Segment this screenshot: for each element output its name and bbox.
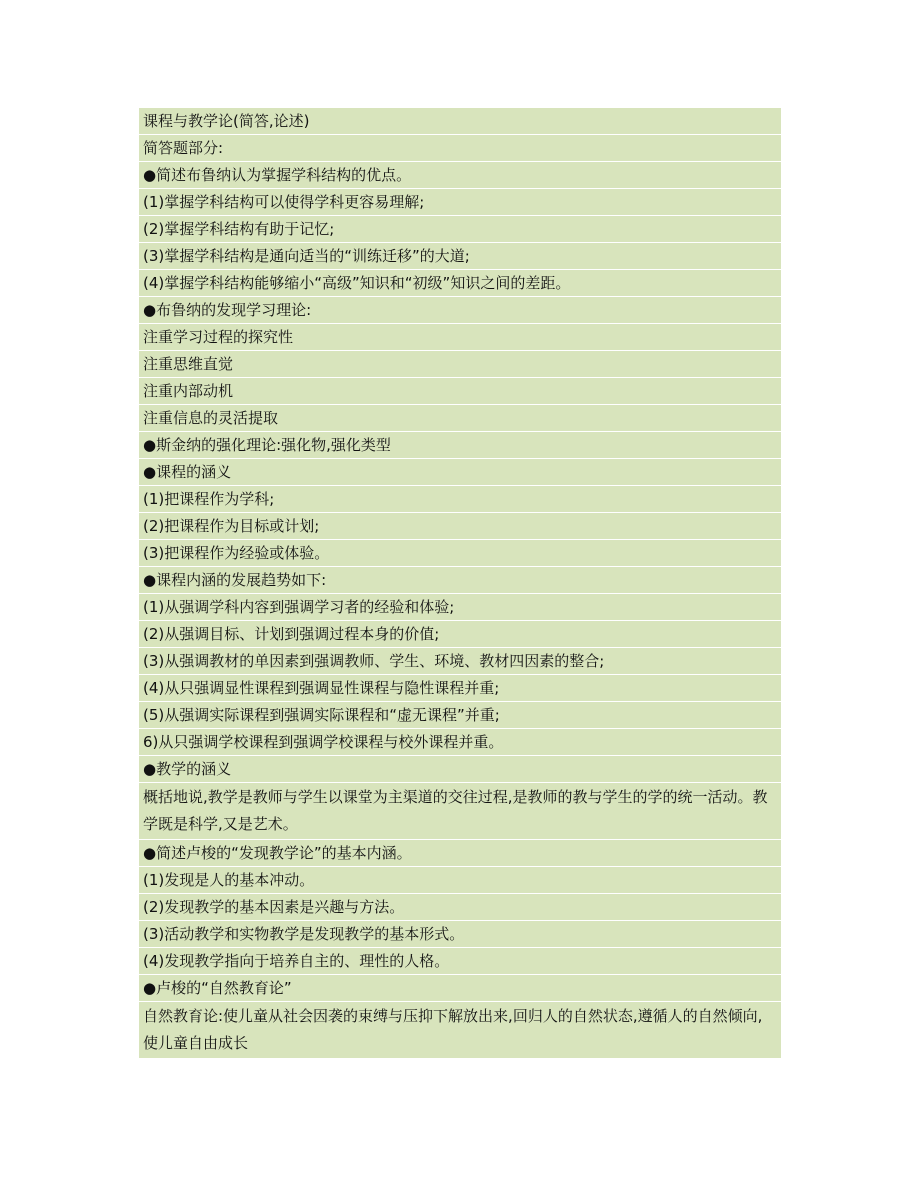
text-line: (4)掌握学科结构能够缩小“高级”知识和“初级”知识之间的差距。 [139,270,781,297]
text-line: (1)从强调学科内容到强调学习者的经验和体验; [139,594,781,621]
text-line: ●课程的涵义 [139,459,781,486]
text-line: 注重思维直觉 [139,351,781,378]
text-line: (1)发现是人的基本冲动。 [139,867,781,894]
text-line: ●布鲁纳的发现学习理论: [139,297,781,324]
text-line: ●课程内涵的发展趋势如下: [139,567,781,594]
text-line: (3)掌握学科结构是通向适当的“训练迁移”的大道; [139,243,781,270]
text-line: (4)发现教学指向于培养自主的、理性的人格。 [139,948,781,975]
text-line: 注重学习过程的探究性 [139,324,781,351]
text-line: (5)从强调实际课程到强调实际课程和“虚无课程”并重; [139,702,781,729]
text-line: 注重信息的灵活提取 [139,405,781,432]
text-line: ●卢梭的“自然教育论” [139,975,781,1002]
text-line: ●简述布鲁纳认为掌握学科结构的优点。 [139,162,781,189]
text-line: ●简述卢梭的“发现教学论”的基本内涵。 [139,840,781,867]
text-line: (2)把课程作为目标或计划; [139,513,781,540]
text-line: 课程与教学论(简答,论述) [139,108,781,135]
text-line: (1)掌握学科结构可以使得学科更容易理解; [139,189,781,216]
text-line: 概括地说,教学是教师与学生以课堂为主渠道的交往过程,是教师的教与学生的学的统一活动。教学既是科学,又是艺术。 [139,783,781,840]
text-line: 简答题部分: [139,135,781,162]
text-line: (3)活动教学和实物教学是发现教学的基本形式。 [139,921,781,948]
text-line: 自然教育论:使儿童从社会因袭的束缚与压抑下解放出来,回归人的自然状态,遵循人的自然倾向,使儿童自由成长 [139,1002,781,1059]
document-body [139,108,781,1059]
text-line: (2)发现教学的基本因素是兴趣与方法。 [139,894,781,921]
text-line: (3)把课程作为经验或体验。 [139,540,781,567]
text-line: (3)从强调教材的单因素到强调教师、学生、环境、教材四因素的整合; [139,648,781,675]
text-line: 6)从只强调学校课程到强调学校课程与校外课程并重。 [139,729,781,756]
text-line: 注重内部动机 [139,378,781,405]
text-line: ●教学的涵义 [139,756,781,783]
text-line: (2)掌握学科结构有助于记忆; [139,216,781,243]
text-line: (4)从只强调显性课程到强调显性课程与隐性课程并重; [139,675,781,702]
text-line: ●斯金纳的强化理论:强化物,强化类型 [139,432,781,459]
text-line: (2)从强调目标、计划到强调过程本身的价值; [139,621,781,648]
text-line: (1)把课程作为学科; [139,486,781,513]
